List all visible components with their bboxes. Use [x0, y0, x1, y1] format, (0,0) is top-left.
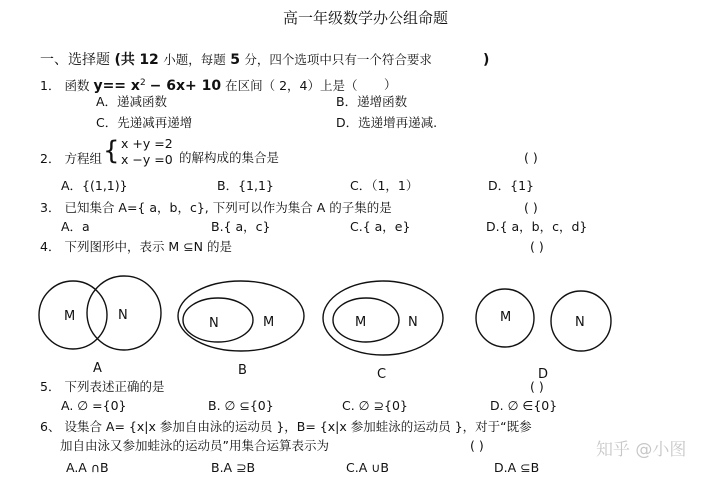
q1-option-a: A．递减函数: [96, 94, 168, 109]
q2-text: 方程组: [64, 151, 102, 166]
q6-line2: 加自由泳又参加蛙泳的运动员”用集合运算表示为: [60, 438, 329, 453]
q3-number: 3．: [40, 200, 61, 215]
q5-option-a: A. ∅ ={0}: [61, 398, 127, 413]
diagram-b-label-m: M: [263, 315, 275, 330]
q6-stem-line1: [40, 421, 532, 434]
q3-option-a: A．a: [61, 219, 90, 234]
q1-number: 1．: [40, 78, 61, 94]
q2-option-a: A．{(1,1)}: [61, 178, 128, 193]
diagram-a-label-n: N: [118, 308, 128, 323]
q2-option-d: D．{1}: [488, 178, 534, 193]
q2-number: 2．: [40, 151, 61, 166]
q6-number: 6、: [40, 419, 61, 434]
q5-text: 下列表述正确的是: [64, 379, 165, 394]
q2-equation-1: x +y =2: [121, 136, 173, 151]
q5-number: 5．: [40, 379, 61, 394]
q2-option-c: C．（1，1）: [350, 178, 419, 193]
q1-paren-close: ）: [384, 77, 397, 92]
q1-option-b: B．递增函数: [336, 94, 408, 109]
diagram-b-outer-m: [178, 281, 304, 351]
diagram-c-letter: C: [377, 367, 387, 382]
points-each: 5: [230, 52, 240, 68]
q6-answer-paren: ( ): [470, 438, 484, 453]
q6-option-c: C.A ∪B: [346, 460, 389, 475]
diagram-d-label-m: M: [500, 310, 512, 325]
q5-option-d: D. ∅ ∈{0}: [490, 398, 558, 413]
diagram-d-letter: D: [538, 367, 549, 382]
q1-option-d: D．选递增再递减.: [336, 115, 438, 130]
q5-option-b: B. ∅ ⊆{0}: [208, 398, 274, 413]
q2-option-b: B．{1,1}: [217, 178, 274, 193]
q6-option-d: D.A ⊆B: [494, 460, 540, 475]
q1-function: y== x: [93, 78, 140, 95]
q6-option-a: A.A ∩B: [66, 460, 109, 475]
q5-answer-paren: ( ): [530, 379, 544, 394]
diagram-a-label-m: M: [64, 309, 76, 324]
q5-option-c: C. ∅ ⊇{0}: [342, 398, 408, 413]
q3-answer-paren: ( ): [524, 200, 538, 215]
q1-function-rest: − 6x+ 10: [149, 78, 222, 95]
q1-option-c: C．先递减再递增: [96, 115, 193, 130]
watermark: 知乎 @小图: [596, 440, 687, 460]
section-open: (共: [114, 52, 135, 68]
diagram-d-label-n: N: [575, 315, 585, 330]
diagram-b-label-n: N: [209, 316, 219, 331]
q2-tail: 的解构成的集合是: [179, 150, 280, 165]
q1-text-a: 函数: [64, 78, 90, 94]
q4-text: 下列图形中，表示 M ⊆N 的是: [64, 239, 232, 254]
section-mid2: 分，四个选项中只有一个符合要求: [244, 52, 432, 67]
diagram-c-label-m: M: [355, 315, 367, 330]
q2-equation-2: x −y =0: [121, 152, 173, 167]
q5-stem: [40, 381, 164, 394]
q6-option-b: B.A ⊇B: [211, 460, 256, 475]
question-count: 12: [139, 52, 159, 68]
q6-line1: 设集合 A= {x|x 参加自由泳的运动员 }，B= {x|x 参加蛙泳的运动员 }，对于“既参: [64, 419, 532, 434]
section-close: ): [483, 52, 490, 68]
q4-number: 4．: [40, 239, 61, 254]
section-lead: 一、选择题: [40, 52, 110, 68]
q3-option-c: C.{ a，e}: [350, 219, 411, 234]
diagram-a-letter: A: [93, 361, 102, 376]
section-mid1: 小题，每题: [163, 52, 226, 67]
q4-answer-paren: ( ): [530, 239, 544, 254]
diagram-b-letter: B: [238, 363, 247, 378]
q3-option-d: D.{ a，b，c，d}: [486, 219, 588, 234]
q1-text-b: 在区间（ 2，4）上是（: [225, 78, 358, 94]
system-brace: {: [103, 136, 120, 166]
q2-answer-paren: ( ): [524, 150, 538, 165]
page-title: 高一年级数学办公组命题: [283, 9, 449, 27]
diagram-c-outer-n: [323, 281, 443, 355]
q1-exponent: 2: [139, 78, 146, 88]
diagram-c-label-n: N: [408, 315, 418, 330]
q3-option-b: B.{ a，c}: [211, 219, 271, 234]
q3-text: 已知集合 A={ a，b，c}, 下列可以作为集合 A 的子集的是: [64, 200, 392, 215]
